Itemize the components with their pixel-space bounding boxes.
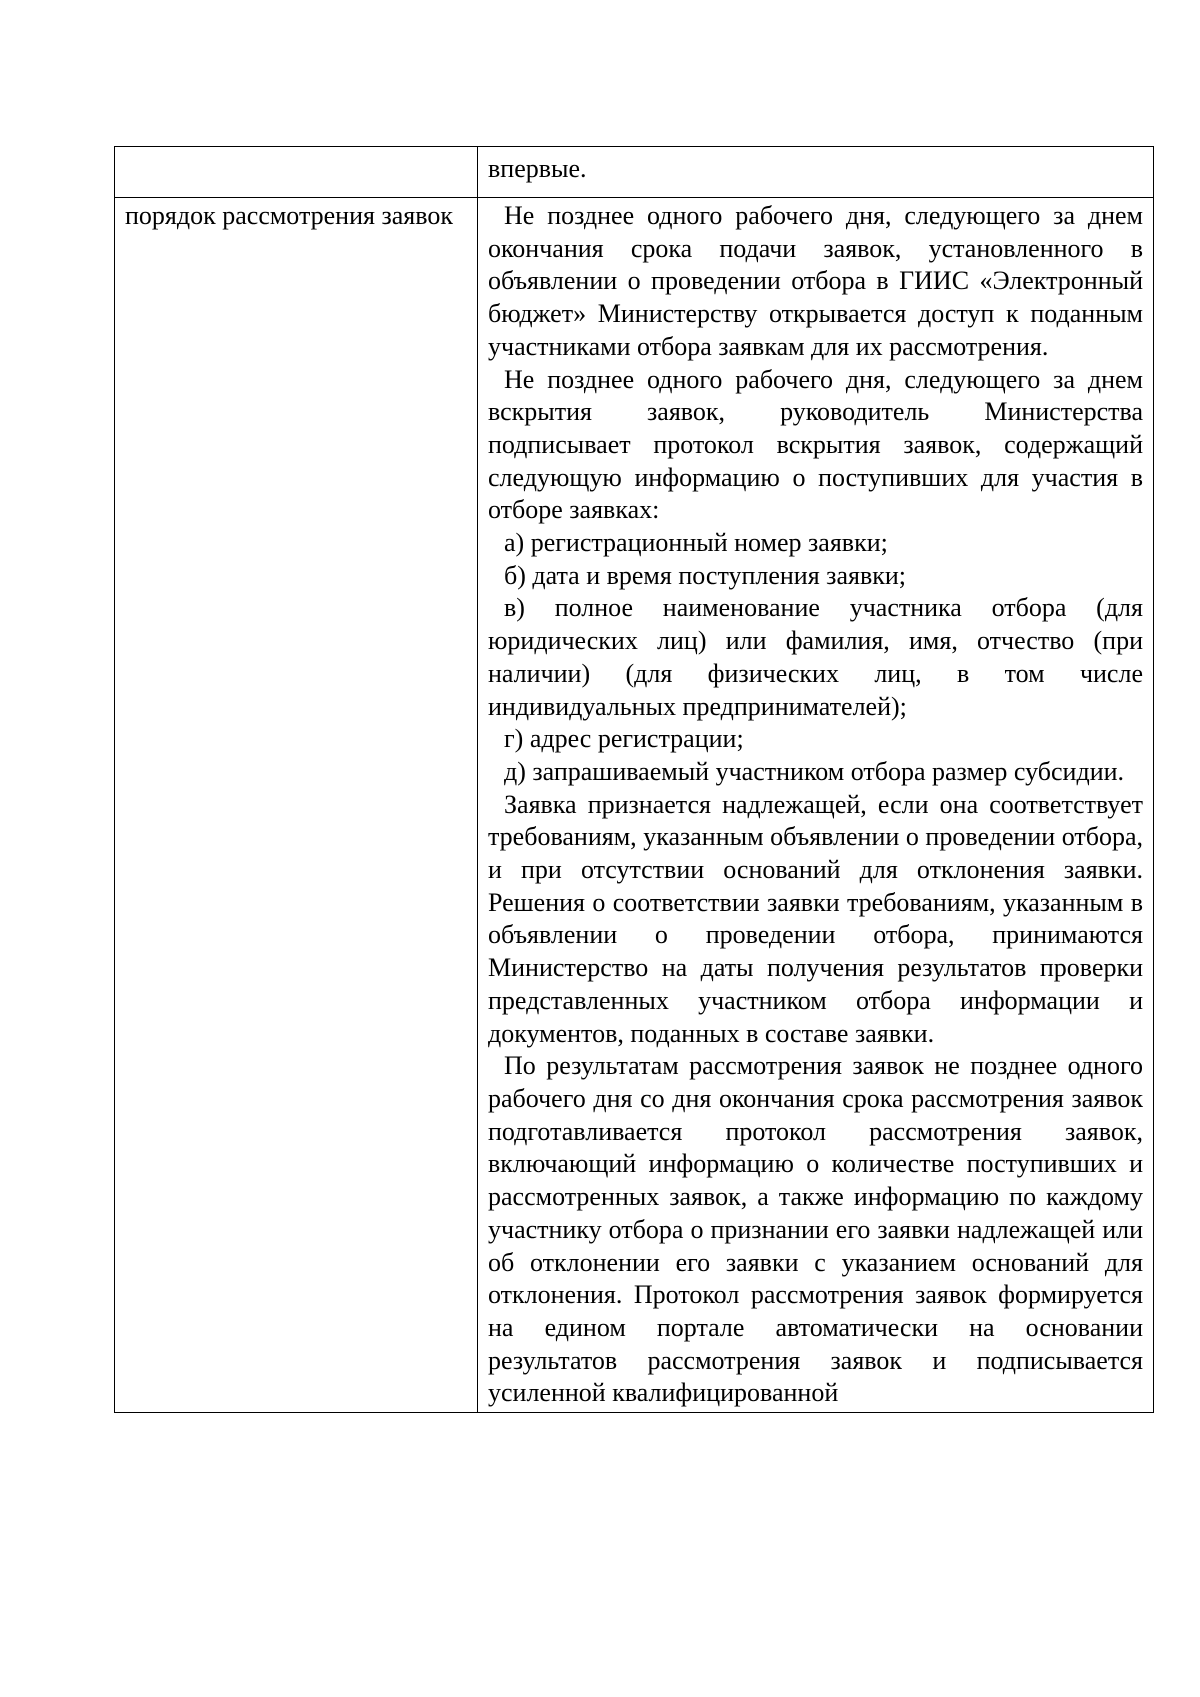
paragraph: По результатам рассмотрения заявок не позднее одного рабочего дня со дня окончания срока рассмотрения заявок подготавливается протокол рассмотрения заявок, включающий информацию о количестве поступивших и рассмотренных заявок, а также информацию по каждому участнику отбора о признании его заявки надлежащей или об отклонении его заявки с указанием оснований для отклонения. Протокол рассмотрения заявок формируется на едином портале автоматически на основании результатов рассмотрения заявок и подписывается усиленной квалифицированной bbox=[488, 1051, 1143, 1408]
row-label-cell: порядок рассмотрения заявок bbox=[115, 198, 478, 1413]
paragraph: Заявка признается надлежащей, если она соответствует требованиям, указанным объявлении о проведении отбора, и при отсутствии оснований для отклонения заявки. Решения о соответствии заявки требованиям, указанным в объявлении о проведении отбора, принимаются Министерство на даты получения результатов проверки представленных участником отбора информации и документов, поданных в составе заявки. bbox=[488, 789, 1143, 1048]
list-item: в) полное наименование участника отбора (для юридических лиц) или фамилия, имя, отчество (при наличии) (для физических лиц, в том числе индивидуальных предпринимателей); bbox=[488, 593, 1143, 721]
row-content-cell bbox=[478, 198, 1154, 1413]
row-content-cell bbox=[478, 147, 1154, 198]
row-label-cell bbox=[115, 147, 478, 198]
list-item: а) регистрационный номер заявки; bbox=[504, 528, 888, 558]
paragraph: Не позднее одного рабочего дня, следующего за днем вскрытия заявок, руководитель Министерства подписывает протокол вскрытия заявок, содержащий следующую информацию о поступивших для участия в отборе заявках: bbox=[488, 364, 1143, 525]
list-item: б) дата и время поступления заявки; bbox=[504, 560, 906, 590]
table-row bbox=[115, 147, 1154, 198]
continuation-text: впервые. bbox=[488, 154, 587, 183]
table-row bbox=[115, 198, 1154, 1413]
list-item: г) адрес регистрации; bbox=[504, 724, 744, 754]
paragraph: Не позднее одного рабочего дня, следующего за днем окончания срока подачи заявок, установленного в объявлении о проведении отбора в ГИИС «Электронный бюджет» Министерству открывается доступ к поданным участниками отбора заявкам для их рассмотрения. bbox=[488, 201, 1143, 361]
list-item: д) запрашиваемый участником отбора размер субсидии. bbox=[504, 756, 1125, 786]
document-table bbox=[114, 146, 1154, 1413]
